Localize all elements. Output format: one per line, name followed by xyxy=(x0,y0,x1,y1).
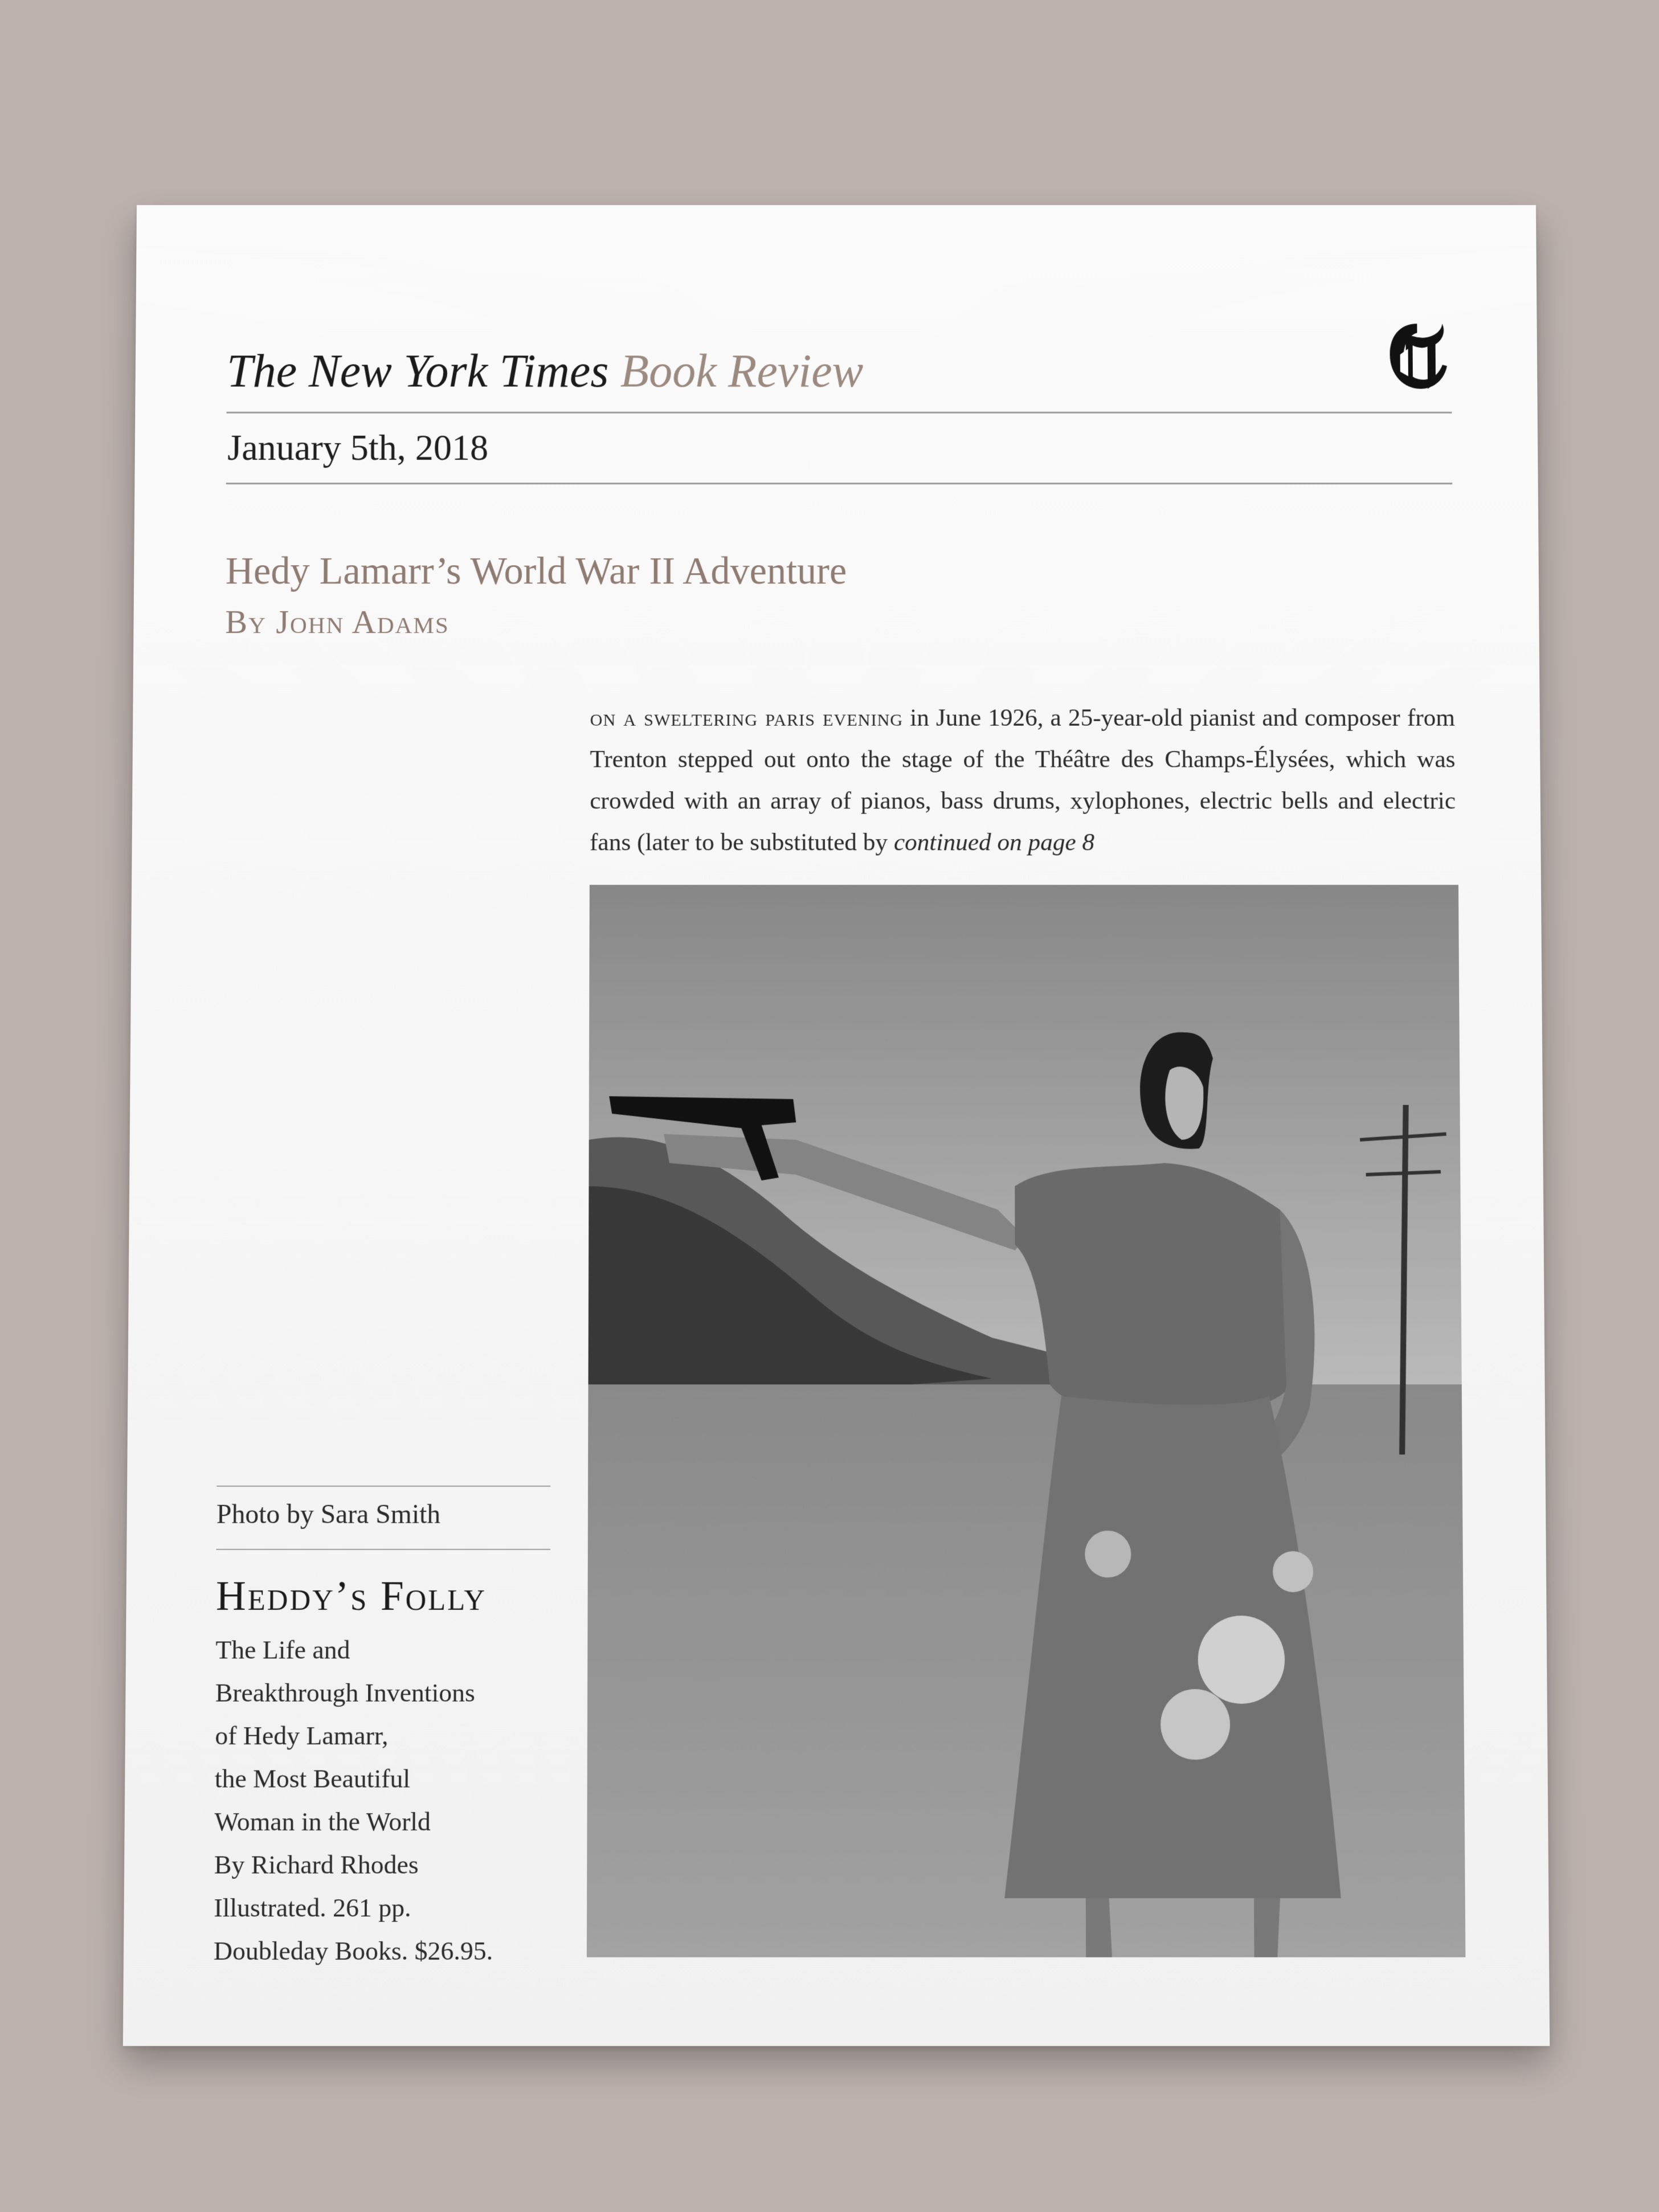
book-info-line: of Hedy Lamarr, xyxy=(215,1720,389,1751)
photo-credit: Photo by Sara Smith xyxy=(216,1499,441,1530)
issue-date: January 5th, 2018 xyxy=(227,427,489,468)
article-headline: Hedy Lamarr’s World War II Adventure xyxy=(225,549,847,592)
masthead-subtitle: Book Review xyxy=(620,345,864,397)
continued-link[interactable]: continued on page 8 xyxy=(893,828,1095,856)
book-info-line: Breakthrough Inventions xyxy=(215,1678,475,1708)
book-author: By Richard Rhodes xyxy=(214,1850,419,1879)
masthead-rule-top xyxy=(227,412,1452,414)
article-body-text: in June 1926, a 25-year-old pianist and composer from Trenton stepped out onto the stage of the Théâtre des Champs-Élysées, which was crowded with an array of pianos, bass drums, xylophones, electric bells and electric fans (later to be substituted by xyxy=(589,704,1456,856)
book-title: Heddy’s Folly xyxy=(215,1572,487,1620)
book-info xyxy=(214,1629,495,1973)
article-byline: By John Adams xyxy=(225,603,450,641)
masthead xyxy=(226,345,864,397)
credit-rule-bottom xyxy=(216,1549,550,1550)
book-info-line: the Most Beautiful xyxy=(214,1764,411,1793)
book-pages: Illustrated. 261 pp. xyxy=(214,1892,411,1923)
book-info-line: The Life and xyxy=(215,1635,350,1665)
credit-rule-top xyxy=(216,1486,550,1487)
book-info-line: Woman in the World xyxy=(214,1806,431,1837)
article-photo xyxy=(587,885,1465,1957)
book-publisher-price: Doubleday Books. $26.95. xyxy=(213,1936,493,1966)
photo-illustration xyxy=(587,885,1465,1957)
nyt-t-logo-icon xyxy=(1383,319,1452,393)
masthead-title: The New York Times xyxy=(226,345,609,397)
article-body xyxy=(590,697,1456,863)
masthead-rule-bottom xyxy=(226,483,1452,484)
review-page xyxy=(123,205,1550,2046)
article-lead-in: on a sweltering paris evening xyxy=(590,704,904,731)
